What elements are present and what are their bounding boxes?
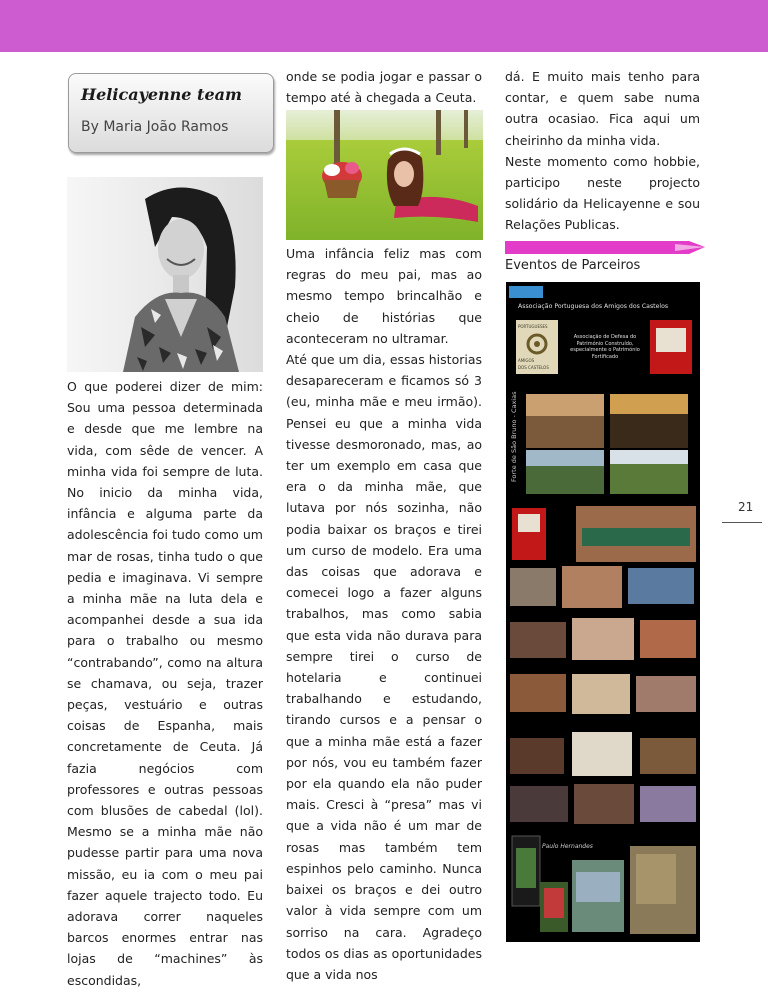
badge-line: PORTUGUESES: [518, 324, 548, 329]
article-column-3: [505, 66, 700, 236]
article-paragraph: Uma infância feliz mas com regras do meu pai, mas ao mesmo tempo brincalhão e cheio de histórias que aconteceram no ultramar.: [286, 246, 482, 346]
top-color-bar: [0, 0, 768, 52]
page-number: 21: [738, 500, 754, 514]
garden-photo: [286, 110, 483, 240]
article-paragraph: Neste momento como hobbie, participo neste projecto solidário da Helicayenne e sou Relações Publicas.: [505, 153, 700, 233]
author-box: [68, 73, 274, 153]
badge-line: DOS CASTELOS: [518, 365, 549, 370]
article-column-1: [67, 376, 263, 991]
pink-divider: [505, 241, 705, 254]
byline: By Maria João Ramos: [81, 119, 229, 135]
article-column-2-top: [286, 66, 482, 108]
article-paragraph: O que poderei dizer de mim: Sou uma pessoa determinada e desde que me lembre na vida, com sêde de vencer. A minha vida foi sempre de luta. No inicio da minha vida, infância e alguma parte da adolescência foi tudo como um mar de rosas, tinha tudo o que pedia e imaginava. Vi sempre a minha mãe na luta dela e acompanhei desde a sua ida para o trabalho ou mesmo “contrabando”, como na altura se chamava, ou seja, trazer peças, vestuário e outras coisas de Espanha, mais concretamente de Ceuta. Já fazia negócios com professores e outras pessoas com blusões de cabedal (lol). Mesmo se a minha mãe não pudesse partir para uma nova missão, eu ia com o meu pai fazer aquele trajecto todo. Eu adorava correr naqueles barcos enormes entrar nas lojas de “machines” às escondidas,: [67, 379, 263, 988]
article-paragraph: Até que um dia, essas historias desapareceram e ficamos só 3 (eu, minha mãe e meu irmão). Pensei eu que a minha vida tivesse desmoronado, mas, ao ter um exemplo em casa que era o da minha mãe, que lutava por nós sozinha, não podia baixar os braços e tirei um curso de modelo. Era uma das coisas que adorava e comecei logo a fazer alguns trabalhos, mas como sabia que esta vida não durava para sempre tirei o curso de hotelaria e continuei trabalhando e estudando, tirando cursos e a pensar o que a minha mãe está a fazer por nós, vou eu também fazer por ela quando ela não puder mais. Cresci à “presa” mas vi que a vida não é um mar de rosas mas também tem espinhos pelo caminho. Nunca baixei os braços e dei outro valor à vida sempre com um sorriso na cara. Agradeço todos os dias as oportunidades que a vida nos: [286, 352, 482, 982]
poster-signature: Paulo Hernandes: [542, 843, 593, 850]
poster-mission: Associação de Defesa do Património Construído, especialmente o Património Fortificado: [570, 334, 640, 360]
article-column-2: [286, 243, 482, 985]
article-paragraph: onde se podia jogar e passar o tempo até à chegada a Ceuta.: [286, 69, 482, 106]
poster-side-text: Forte de São Bruno - Caxias: [510, 391, 518, 482]
team-name: Helicayenne team: [81, 85, 242, 104]
apac-logo: [509, 286, 543, 298]
page-number-rule: [722, 522, 762, 523]
events-title: Eventos de Parceiros: [505, 258, 641, 273]
poster-header: Associação Portuguesa dos Amigos dos Castelos: [518, 303, 669, 310]
article-paragraph: dá. E muito mais tenho para contar, e quem sabe numa outra ocasiao. Fica aqui um cheirinho da minha vida.: [505, 69, 700, 148]
badge-line: AMIGOS: [518, 358, 535, 363]
author-portrait: [67, 177, 263, 372]
events-poster: [506, 282, 700, 942]
